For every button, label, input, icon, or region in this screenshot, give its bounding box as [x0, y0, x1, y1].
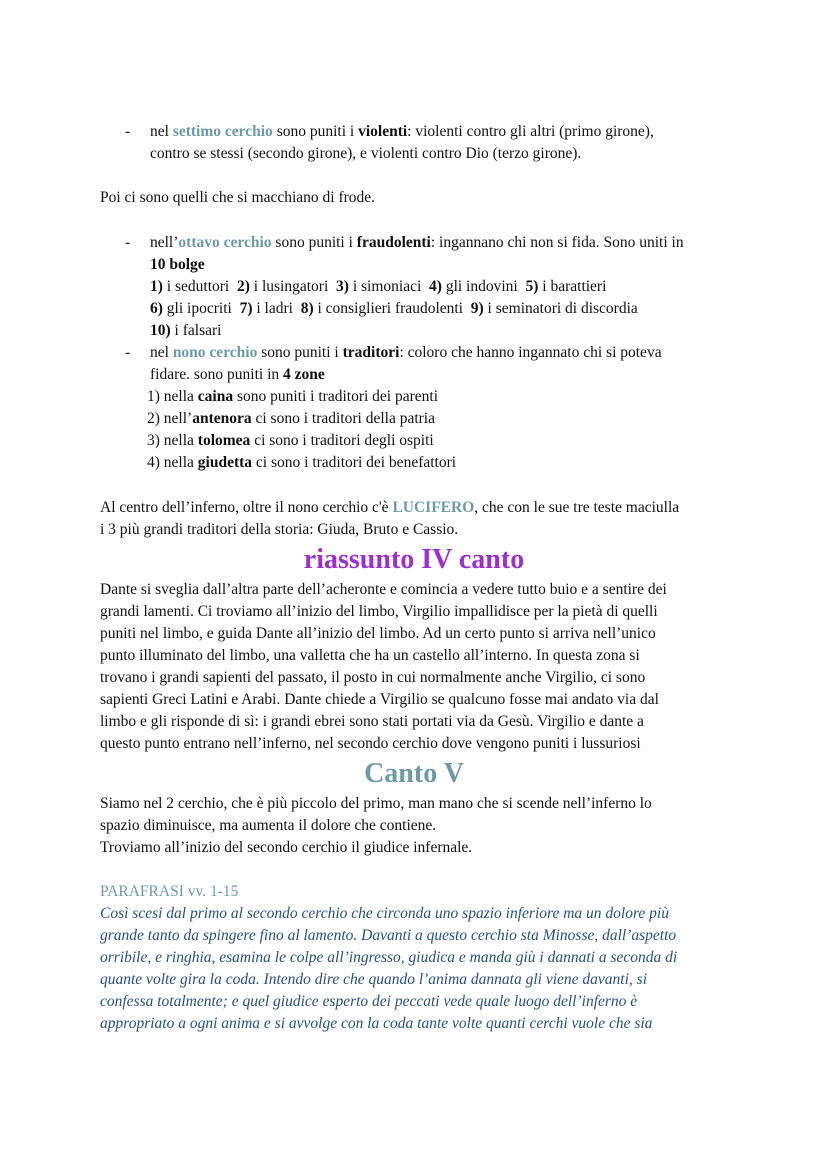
lucifero-line-2: i 3 più grandi traditori della storia: Giuda, Bruto e Cassio. — [100, 521, 459, 538]
parafrasi-line: grande tanto da spingere fino al lamento. Davanti a questo cerchio sta Minosse, dall’aspetto — [100, 927, 677, 944]
canto-iv-line: punto illuminato del limbo, una valletta che ha un castello all’interno. In questa zona si — [100, 647, 640, 664]
parafrasi-line: Così scesi dal primo al secondo cerchio che circonda uno spazio inferiore ma un dolore più — [100, 905, 669, 922]
canto-iv-line: sapienti Greci Latini e Arabi. Dante chiede a Virgilio se qualcuno fosse mai andato via dal — [100, 691, 659, 708]
lucifero-line-1: Al centro dell’inferno, oltre il nono cerchio c'è LUCIFERO, che con le sue tre teste maciulla — [100, 499, 680, 516]
bullet-dash: - — [125, 344, 131, 361]
canto-v-line: Siamo nel 2 cerchio, che è più piccolo del primo, man mano che si scende nell’inferno lo — [100, 795, 652, 812]
canto-v-line: Troviamo all’inizio del secondo cerchio il giudice infernale. — [100, 839, 473, 856]
canto-iv-line: trovano i grandi sapienti del passato, il posto in cui normalmente anche Virgilio, ci sono — [100, 669, 646, 686]
bolge-row-3: 10) i falsari — [150, 322, 222, 339]
nono-cerchio-line: nel nono cerchio sono puniti i traditori: coloro che hanno ingannato chi si poteva — [150, 344, 662, 361]
zone-4: 4) nella giudetta ci sono i traditori dei benefattori — [147, 454, 457, 471]
circle-name: nono cerchio — [172, 344, 258, 361]
bolge-row-1: 1) i seduttori 2) i lusingatori 3) i simoniaci 4) gli indovini 5) i barattieri — [150, 278, 607, 295]
parafrasi-line: appropriato a ogni anima e si avvolge con la coda tante volte quanti cerchi vuole che sia — [100, 1015, 653, 1032]
parafrasi-line: confessa totalmente; e quel giudice esperto dei peccati vede quale luogo dell’inferno è — [100, 993, 638, 1010]
settimo-cerchio-line: nel settimo cerchio sono puniti i violenti: violenti contro gli altri (primo girone), — [150, 123, 654, 140]
bolge-row-2: 6) gli ipocriti 7) i ladri 8) i consiglieri fraudolenti 9) i seminatori di discordia — [150, 300, 638, 317]
parafrasi-line: quante volte gira la coda. Intendo dire che quando l’anima dannata gli viene davanti, si — [100, 971, 647, 988]
frode-intro: Poi ci sono quelli che si macchiano di frode. — [100, 189, 376, 206]
lucifero-name: LUCIFERO — [392, 499, 475, 516]
canto-iv-line: puniti nel limbo, e guida Dante all’inizio del limbo. Ad un certo punto si arriva nell’unico — [100, 625, 656, 642]
canto-iv-line: Dante si sveglia dall’altra parte dell’acheronte e comincia a vedere tutto buio e a sentire dei — [100, 581, 667, 598]
zone-3: 3) nella tolomea ci sono i traditori degli ospiti — [147, 432, 434, 449]
circle-name: settimo cerchio — [172, 123, 273, 140]
canto-iv-line: questo punto entrano nell’inferno, nel secondo cerchio dove vengono puniti i lussuriosi — [100, 735, 641, 752]
ottavo-cerchio-line: nell’ottavo cerchio sono puniti i fraudolenti: ingannano chi non si fida. Sono uniti in — [150, 234, 684, 251]
canto-v-line: spazio diminuisce, ma aumenta il dolore che contiene. — [100, 817, 437, 834]
parafrasi-label: PARAFRASI vv. 1-15 — [100, 883, 239, 900]
zone-2: 2) nell’antenora ci sono i traditori della patria — [147, 410, 435, 427]
circle-name: ottavo cerchio — [178, 234, 272, 251]
canto-iv-heading: riassunto IV canto — [303, 544, 525, 575]
canto-v-heading: Canto V — [364, 758, 464, 789]
nono-cerchio-line-2: fidare. sono puniti in 4 zone — [150, 366, 325, 383]
bullet-dash: - — [125, 123, 131, 140]
parafrasi-line: orribile, e ringhia, esamina le colpe all’ingresso, giudica e manda giù i dannati a seconda di — [100, 949, 678, 966]
canto-iv-line: limbo e gli risponde di sì: i grandi ebrei sono stati portati via da Gesù. Virgilio e dante a — [100, 713, 644, 730]
bullet-dash: - — [125, 234, 131, 251]
settimo-cerchio-line-2: contro se stessi (secondo girone), e violenti contro Dio (terzo girone). — [150, 145, 582, 162]
bolge-label: 10 bolge — [150, 256, 205, 273]
canto-iv-line: grandi lamenti. Ci troviamo all’inizio del limbo, Virgilio impallidisce per la pietà di quelli — [100, 603, 658, 620]
zone-1: 1) nella caina sono puniti i traditori dei parenti — [147, 388, 439, 405]
